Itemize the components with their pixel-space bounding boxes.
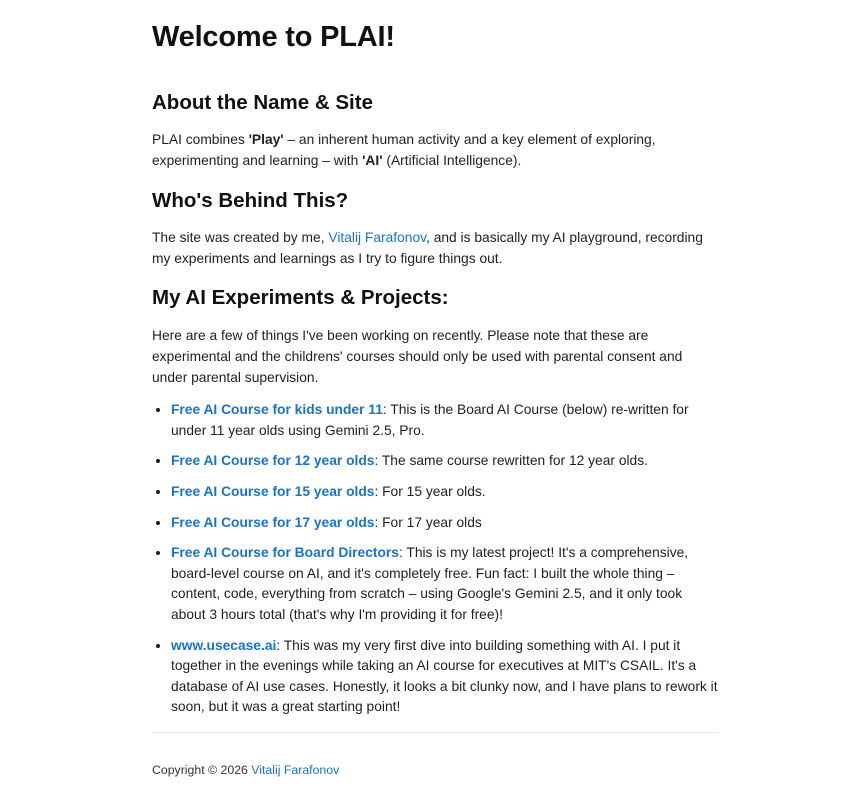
play-term: 'Play' [248,132,284,147]
list-item [171,513,718,534]
about-text-2: – an inherent human activity and a key element of exploring, experimenting and learning – with [152,132,656,168]
list-item-text: : This is my latest project! It's a comprehensive, board-level course on AI, and it's completely free. Fun fact: I built the whole thing – content, code, everything from scratch – using Google's Gemini 2.5, and it only took about 3 hours total (that's why I'm providing it for free)! [171,545,689,622]
who-paragraph [152,228,718,269]
list-item [171,400,718,441]
ai-term: 'AI' [362,152,383,168]
list-item-text: : This is the Board AI Course (below) re-written for under 11 year olds using Gemini 2.5, Pro. [171,402,689,438]
about-text-3: (Artificial Intelligence). [382,152,522,168]
footer [152,763,339,777]
about-heading: About the Name & Site [152,91,373,114]
projects-list [152,400,718,718]
list-item [171,451,718,472]
course-17-year-olds-link[interactable]: Free AI Course for 17 year olds [171,514,375,530]
experiments-intro: Here are a few of things I've been working on recently. Please note that these are experimental and the childrens' courses should only be used with parental consent and under parental supervision. [152,328,683,385]
list-item [171,482,718,503]
list-item-text: : For 15 year olds. [374,483,486,499]
course-board-directors-link[interactable]: Free AI Course for Board Directors [171,545,399,561]
about-paragraph [152,130,718,171]
footer-author-link[interactable]: Vitalij Farafonov [251,763,340,777]
course-12-year-olds-link[interactable]: Free AI Course for 12 year olds [171,453,375,469]
about-text-1: PLAI combines [152,132,249,147]
footer-divider [152,732,718,733]
course-kids-under-11-link[interactable]: Free AI Course for kids under 11 [171,402,383,418]
who-heading: Who's Behind This? [152,189,349,213]
who-text-1: The site was created by me, [152,230,329,246]
main-content [152,0,718,728]
author-link[interactable]: Vitalij Farafonov [328,230,427,246]
who-text-2: , and is basically my AI playground, recording my experiments and learnings as I try to figure things out. [152,230,703,266]
list-item-text: : The same course rewritten for 12 year olds. [374,453,648,469]
list-item-text: : For 17 year olds [374,514,482,530]
page-title: Welcome to PLAI! [152,21,395,53]
usecase-ai-link[interactable]: www.usecase.ai [171,637,277,653]
course-15-year-olds-link[interactable]: Free AI Course for 15 year olds [171,483,375,499]
list-item [171,543,718,625]
list-item [171,636,718,718]
copyright-text: Copyright © 2026 [152,763,252,777]
list-item-text: : This was my very first dive into building something with AI. I put it together in the evenings while taking an AI course for executives at MIT's CSAIL. It's a database of AI use cases. Honestly, it looks a bit clunky now, and I have plans to rework it soon, but it was a great starting point! [171,637,718,715]
experiments-heading: My AI Experiments & Projects: [152,286,449,310]
